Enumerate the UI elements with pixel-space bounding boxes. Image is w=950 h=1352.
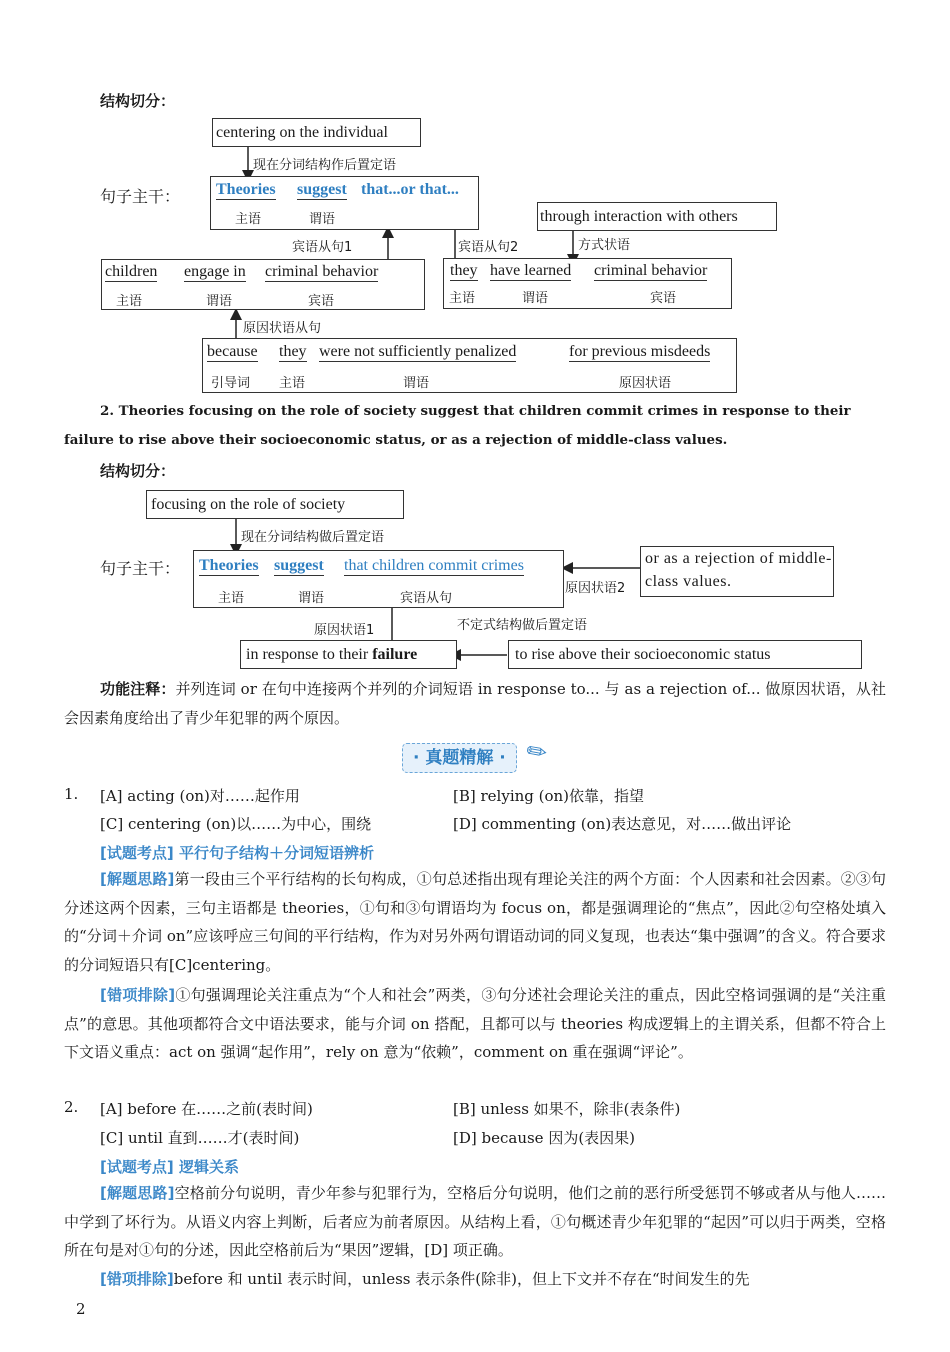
q2-option-d: [D] because 因为(表因果)	[453, 1129, 636, 1147]
label-predicate: 谓语	[309, 212, 336, 227]
clause1-object: 宾语	[308, 294, 335, 309]
clause2-have-learned: have learned	[490, 262, 572, 279]
clause2-subject: 主语	[449, 291, 476, 306]
through-text: through interaction with others	[540, 208, 738, 225]
function-note	[64, 675, 886, 732]
label-subject: 主语	[235, 212, 262, 227]
q1-number: 1.	[64, 785, 79, 803]
q1-idea	[64, 865, 886, 979]
sentence2-line2: failure to rise above their socioeconomic status, or as a rejection of middle-class values.	[64, 432, 728, 448]
clause1-subject: 主语	[116, 294, 143, 309]
q1-option-a: [A] acting (on)对……起作用	[100, 787, 300, 805]
q1-elim-label: [错项排除]	[100, 986, 176, 1004]
s2-reason-2-label: 原因状语2	[565, 581, 626, 596]
s2-label-subject: 主语	[218, 591, 245, 606]
because-penalized: were not sufficiently penalized	[319, 343, 517, 360]
q1-elimination	[64, 981, 886, 1067]
q1-point-text: 平行句子结构＋分词短语辨析	[178, 844, 374, 862]
s2-main-clause-box	[193, 550, 564, 608]
postmodifier-note: 现在分词结构作后置定语	[253, 158, 397, 173]
q2-idea	[64, 1179, 886, 1265]
object-clause-1-label: 宾语从句1	[292, 240, 353, 255]
clause2-predicate: 谓语	[522, 291, 549, 306]
q1-option-d: [D] commenting (on)表达意见，对……做出评论	[453, 815, 792, 833]
q1-point-label: [试题考点]	[100, 844, 174, 862]
s2-rise-text: to rise above their socioeconomic status	[515, 646, 771, 663]
q1-elim-text: ①句强调理论关注重点为“个人和社会”两类，③句分述社会理论关注的重点，因此空格词强调的是“关注重点”的意思。其他项都符合文中语法要求，能与介词 on 搭配，且都可以与 theories 构成逻辑上的主谓关系，但都不符合上下文语义重点：act on 强调“起作用”，rely on 意为“依赖”，comment on 重在强调“评论”。	[64, 986, 886, 1061]
clause1-predicate: 谓语	[206, 294, 233, 309]
pen-icon: ✎	[520, 734, 554, 770]
q2-point	[100, 1156, 239, 1177]
because-intro-label: 引导词	[211, 376, 251, 391]
q2-option-c: [C] until 直到……才(表时间)	[100, 1129, 300, 1147]
because-subject-label: 主语	[279, 376, 306, 391]
main-clause-label: 句子主干：	[100, 187, 181, 206]
q2-idea-label: [解题思路]	[100, 1184, 175, 1202]
s2-response-failure: failure	[372, 646, 418, 663]
because-misdeeds: for previous misdeeds	[569, 343, 711, 360]
s2-postmodifier-box	[146, 490, 404, 519]
s2-label-predicate: 谓语	[298, 591, 325, 606]
clause2-criminal: criminal behavior	[594, 262, 708, 279]
s2-main-clause-label: 句子主干：	[100, 559, 181, 578]
s2-rejection-text: or as a rejection of middle-class values.	[645, 550, 832, 590]
q2-point-label: [试题考点]	[100, 1158, 174, 1176]
q2-option-a: [A] before 在……之前(表时间)	[100, 1100, 313, 1118]
because-reason-label: 原因状语	[619, 376, 672, 391]
q2-option-b: [B] unless 如果不，除非(表条件)	[453, 1100, 681, 1118]
q2-number: 2.	[64, 1098, 79, 1116]
clause2-they: they	[450, 262, 478, 279]
q1-option-b: [B] relying (on)依靠，指望	[453, 787, 645, 805]
s2-postmodifier-text: focusing on the role of society	[151, 496, 346, 513]
because-word: because	[207, 343, 258, 360]
s2-verb-suggest: suggest	[274, 557, 324, 574]
postmodifier-text: centering on the individual	[216, 124, 388, 141]
q1-idea-label: [解题思路]	[100, 870, 175, 888]
because-they: they	[279, 343, 307, 360]
that-or-that: that...or that...	[361, 181, 459, 198]
s2-response-text: in response to their	[246, 646, 373, 663]
s2-that-clause: that children commit crimes	[344, 557, 524, 574]
s2-postmodifier-note: 现在分词结构做后置定语	[241, 530, 385, 545]
verb-suggest: suggest	[297, 181, 347, 198]
s2-rejection-box	[640, 546, 834, 597]
q1-idea-text: 第一段由三个平行结构的长句构成，①句总述指出现有理论关注的两个方面：个人因素和社会因素。②③句分述这两个因素，三句主语都是 theories，①句和③句谓语均为 focus on，都是强调理论的“焦点”，因此②句空格处填入的“分词＋介词 on”应该呼应三句间的平行结构，作为对另外两句谓语动词的同义复现，也表达“集中强调”的含义。符合要求的分词短语只有[C]centering。	[64, 870, 886, 974]
section-banner: · 真题精解 ·	[402, 743, 517, 773]
s2-response-box	[240, 640, 457, 669]
s2-rise-box	[508, 640, 862, 669]
clause1-criminal: criminal behavior	[265, 263, 379, 280]
s2-reason-1-label: 原因状语1	[314, 623, 375, 638]
section2-heading: 结构切分：	[100, 462, 176, 480]
s2-subject-theories: Theories	[199, 557, 259, 574]
sentence2-line1: 2. Theories focusing on the role of society suggest that children commit crimes in response to their	[100, 403, 851, 419]
q2-elim-text: before 和 until 表示时间，unless 表示条件(除非)，但上下文并不存在“时间发生的先	[173, 1270, 750, 1288]
clause1-children: children	[105, 263, 158, 280]
q2-point-text: 逻辑关系	[178, 1158, 239, 1176]
q1-point	[100, 842, 374, 863]
q2-elim-label: [错项排除]	[100, 1270, 174, 1288]
function-note-text: 并列连词 or 在句中连接两个并列的介词短语 in response to... 与 as a rejection of... 做原因状语，从社会因素角度给出了青少年犯罪的两个原因。	[64, 680, 886, 727]
function-note-label: 功能注释：	[100, 680, 176, 698]
clause2-object: 宾语	[650, 291, 677, 306]
s2-label-object: 宾语从句	[400, 591, 453, 606]
q2-idea-text: 空格前分句说明，青少年参与犯罪行为，空格后分句说明，他们之前的恶行所受惩罚不够或者从与他人……中学到了坏行为。从语义内容上判断，后者应为前者原因。从结构上看，①句概述青少年犯罪的“起因”可以归于两类，空格所在句是对①句的分述，因此空格前后为“果因”逻辑，[D] 项正确。	[64, 1184, 886, 1259]
s2-infinitive-note: 不定式结构做后置定语	[457, 618, 588, 633]
section-heading: 结构切分：	[100, 92, 176, 110]
clause1-engage: engage in	[184, 263, 246, 280]
page-number: 2	[76, 1300, 86, 1318]
object-clause-2-label: 宾语从句2	[458, 240, 519, 255]
because-predicate-label: 谓语	[403, 376, 430, 391]
q1-option-c: [C] centering (on)以……为中心，围绕	[100, 815, 372, 833]
reason-clause-label: 原因状语从句	[243, 321, 322, 336]
q2-elimination	[64, 1265, 886, 1294]
subject-theories: Theories	[216, 181, 276, 198]
manner-adverbial-label: 方式状语	[578, 238, 631, 253]
